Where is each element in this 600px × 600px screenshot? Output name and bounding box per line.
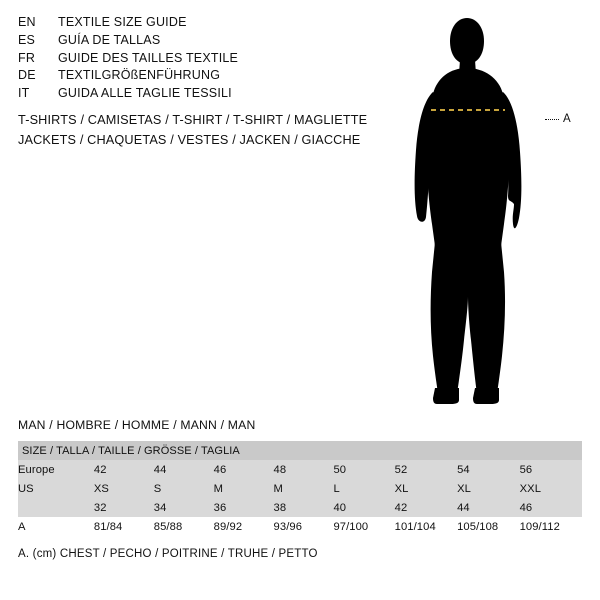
footnote-chest-measure: A. (cm) CHEST / PECHO / POITRINE / TRUHE / PETTO: [18, 548, 318, 560]
category-line-tshirts: T-SHIRTS / CAMISETAS / T-SHIRT / T-SHIRT / MAGLIETTE: [18, 113, 368, 127]
table-header-cell: [18, 441, 582, 460]
language-code: IT: [18, 86, 30, 101]
cell-value: 54: [457, 460, 519, 479]
language-row: [18, 32, 388, 50]
table-header-row: [18, 441, 582, 460]
cell-value: XL: [395, 479, 457, 498]
table-header-label: SIZE / TALLA / TAILLE / GRÖSSE / TAGLIA: [22, 444, 240, 457]
cell-value: 36: [214, 498, 274, 517]
language-header-block: [18, 14, 388, 103]
cell-value: 48: [274, 460, 334, 479]
cell-value: 56: [520, 460, 582, 479]
cell-value: 34: [154, 498, 214, 517]
cell-value: 46: [214, 460, 274, 479]
language-code: FR: [18, 50, 36, 65]
language-row: [18, 67, 388, 85]
cell-value: 101/104: [395, 517, 457, 536]
cell-value: 46: [520, 498, 582, 517]
table-row: [18, 460, 582, 479]
cell-value: 52: [395, 460, 457, 479]
cell-value: 97/100: [333, 517, 394, 536]
language-row: [18, 14, 388, 32]
row-label: Europe: [18, 460, 94, 479]
table-row: [18, 517, 582, 536]
cell-value: M: [274, 479, 334, 498]
language-title: GUIDA ALLE TAGLIE TESSILI: [58, 86, 232, 101]
cell-value: XS: [94, 479, 154, 498]
cell-value: S: [154, 479, 214, 498]
cell-value: L: [333, 479, 394, 498]
row-label: A: [18, 517, 94, 536]
cell-value: 42: [395, 498, 457, 517]
language-title: TEXTILE SIZE GUIDE: [58, 15, 187, 29]
cell-value: 89/92: [214, 517, 274, 536]
cell-value: 85/88: [154, 517, 214, 536]
language-row: [18, 85, 388, 103]
table-row: [18, 479, 582, 498]
cell-value: 42: [94, 460, 154, 479]
male-body-silhouette-icon: [405, 10, 600, 405]
table-row: [18, 498, 582, 517]
cell-value: 38: [274, 498, 334, 517]
measure-label-a: A: [563, 113, 572, 125]
language-title: TEXTILGRÖßENFÜHRUNG: [58, 68, 221, 83]
cell-value: 44: [457, 498, 519, 517]
category-line-jackets: JACKETS / CHAQUETAS / VESTES / JACKEN / GIACCHE: [18, 133, 361, 147]
table-title: MAN / HOMBRE / HOMME / MANN / MAN: [18, 418, 256, 432]
row-label: US: [18, 479, 94, 498]
language-code: ES: [18, 32, 36, 47]
cell-value: 50: [333, 460, 394, 479]
language-code: DE: [18, 68, 36, 83]
cell-value: XL: [457, 479, 519, 498]
cell-value: 105/108: [457, 517, 519, 536]
category-block: [18, 110, 438, 150]
cell-value: 44: [154, 460, 214, 479]
cell-value: M: [214, 479, 274, 498]
cell-value: 40: [333, 498, 394, 517]
cell-value: 109/112: [520, 517, 582, 536]
language-title: GUIDE DES TAILLES TEXTILE: [58, 50, 239, 65]
cell-value: XXL: [520, 479, 582, 498]
measure-leader-line: [545, 119, 559, 120]
figure-illustration: [405, 10, 600, 405]
row-label: [18, 498, 94, 517]
language-title: GUÍA DE TALLAS: [58, 32, 161, 47]
cell-value: 81/84: [94, 517, 154, 536]
language-row: [18, 50, 388, 68]
size-table: [18, 441, 582, 536]
cell-value: 93/96: [274, 517, 334, 536]
cell-value: 32: [94, 498, 154, 517]
language-code: EN: [18, 15, 36, 29]
